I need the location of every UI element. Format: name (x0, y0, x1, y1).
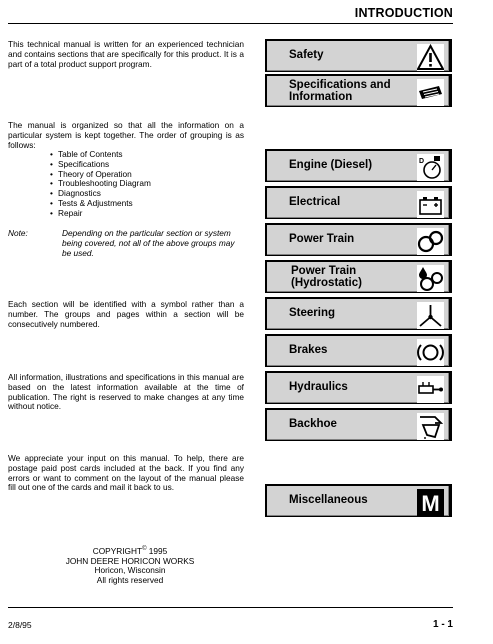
note (8, 229, 244, 258)
tab-label: Specifications and Information (289, 79, 391, 103)
diesel-engine-icon (417, 154, 444, 181)
organization-paragraph: The manual is organized so that all the information on a particular system is kept together. The order of grouping is as follows: (8, 120, 244, 150)
info-paragraph: All information, illustrations and specifications in this manual are based on the latest information available at the time of publication. The right is reserved to make changes at any time without notice. (8, 372, 244, 412)
note-label: Note: (8, 228, 28, 238)
gears-icon (417, 228, 444, 255)
steering-icon (417, 302, 444, 329)
tab-label: Steering (289, 307, 336, 319)
svg-text:M: M (421, 491, 440, 516)
page-title: INTRODUCTION (354, 6, 453, 20)
list-item: • Table of Contents (50, 150, 151, 160)
list-item: • Tests & Adjustments (50, 199, 151, 209)
hydrostatic-gears-icon (417, 265, 444, 292)
group-list (50, 150, 151, 219)
intro-paragraph: This technical manual is written for an experienced technician and contains sections that are specifically for this product. It is a part of a total product support program. (8, 39, 244, 69)
symbols-paragraph: Each section will be identified with a symbol rather than a number. The groups and pages within a section will be consecutively numbered. (8, 299, 244, 329)
tab-label: Miscellaneous (289, 494, 368, 506)
tab-backhoe[interactable] (265, 408, 452, 441)
list-item: • Theory of Operation (50, 170, 151, 180)
tab-label: Power Train (289, 233, 355, 245)
header-rule (8, 23, 453, 24)
tab-specifications[interactable] (265, 74, 452, 107)
copyright-block (60, 545, 200, 586)
m-letter-icon (417, 489, 444, 516)
tab-label: Power Train (Hydrostatic) (291, 265, 362, 289)
tab-engine-diesel[interactable] (265, 149, 452, 182)
brake-icon (417, 339, 444, 366)
page-number: 1 - 1 (432, 619, 453, 630)
tab-safety[interactable] (265, 39, 452, 72)
list-item: • Troubleshooting Diagram (50, 179, 151, 189)
copyright-line: COPYRIGHT© 1995 (92, 545, 168, 556)
copyright-symbol: © (142, 546, 147, 552)
safety-warning-icon (417, 44, 444, 71)
tab-brakes[interactable] (265, 334, 452, 367)
specifications-book-icon (417, 79, 444, 106)
svg-text:D: D (419, 158, 425, 165)
tab-label: Backhoe (289, 418, 337, 430)
tab-label: Hydraulics (289, 381, 348, 393)
note-text: Depending on the particular section or system being covered, not all of the above groups may be used. (62, 228, 235, 258)
tab-electrical[interactable] (265, 186, 452, 219)
tab-label: Engine (Diesel) (289, 159, 373, 171)
copyright-rights: All rights reserved (96, 575, 164, 586)
footer-rule (8, 607, 453, 608)
tab-steering[interactable] (265, 297, 452, 330)
tab-power-train-hydrostatic[interactable] (265, 260, 452, 293)
tab-power-train[interactable] (265, 223, 452, 256)
hydraulic-cylinder-icon (417, 376, 444, 403)
copyright-company: JOHN DEERE HORICON WORKS (65, 555, 195, 566)
battery-icon (417, 191, 444, 218)
list-item: • Specifications (50, 160, 151, 170)
tab-hydraulics[interactable] (265, 371, 452, 404)
tab-label: Safety (289, 49, 324, 61)
tab-miscellaneous[interactable] (265, 484, 452, 517)
list-item: • Diagnostics (50, 189, 151, 199)
feedback-paragraph: We appreciate your input on this manual. To help, there are postage paid post cards included at the back. If you find any errors or want to comment on the layout of the manual please fill out one of the cards and mail it back to us. (8, 453, 244, 493)
backhoe-bucket-icon (417, 413, 444, 440)
tab-label: Electrical (289, 196, 341, 208)
tab-label: Brakes (289, 344, 328, 356)
list-item: • Repair (50, 209, 151, 219)
copyright-location: Horicon, Wisconsin (94, 565, 166, 576)
footer-date: 2/8/95 (8, 620, 32, 630)
